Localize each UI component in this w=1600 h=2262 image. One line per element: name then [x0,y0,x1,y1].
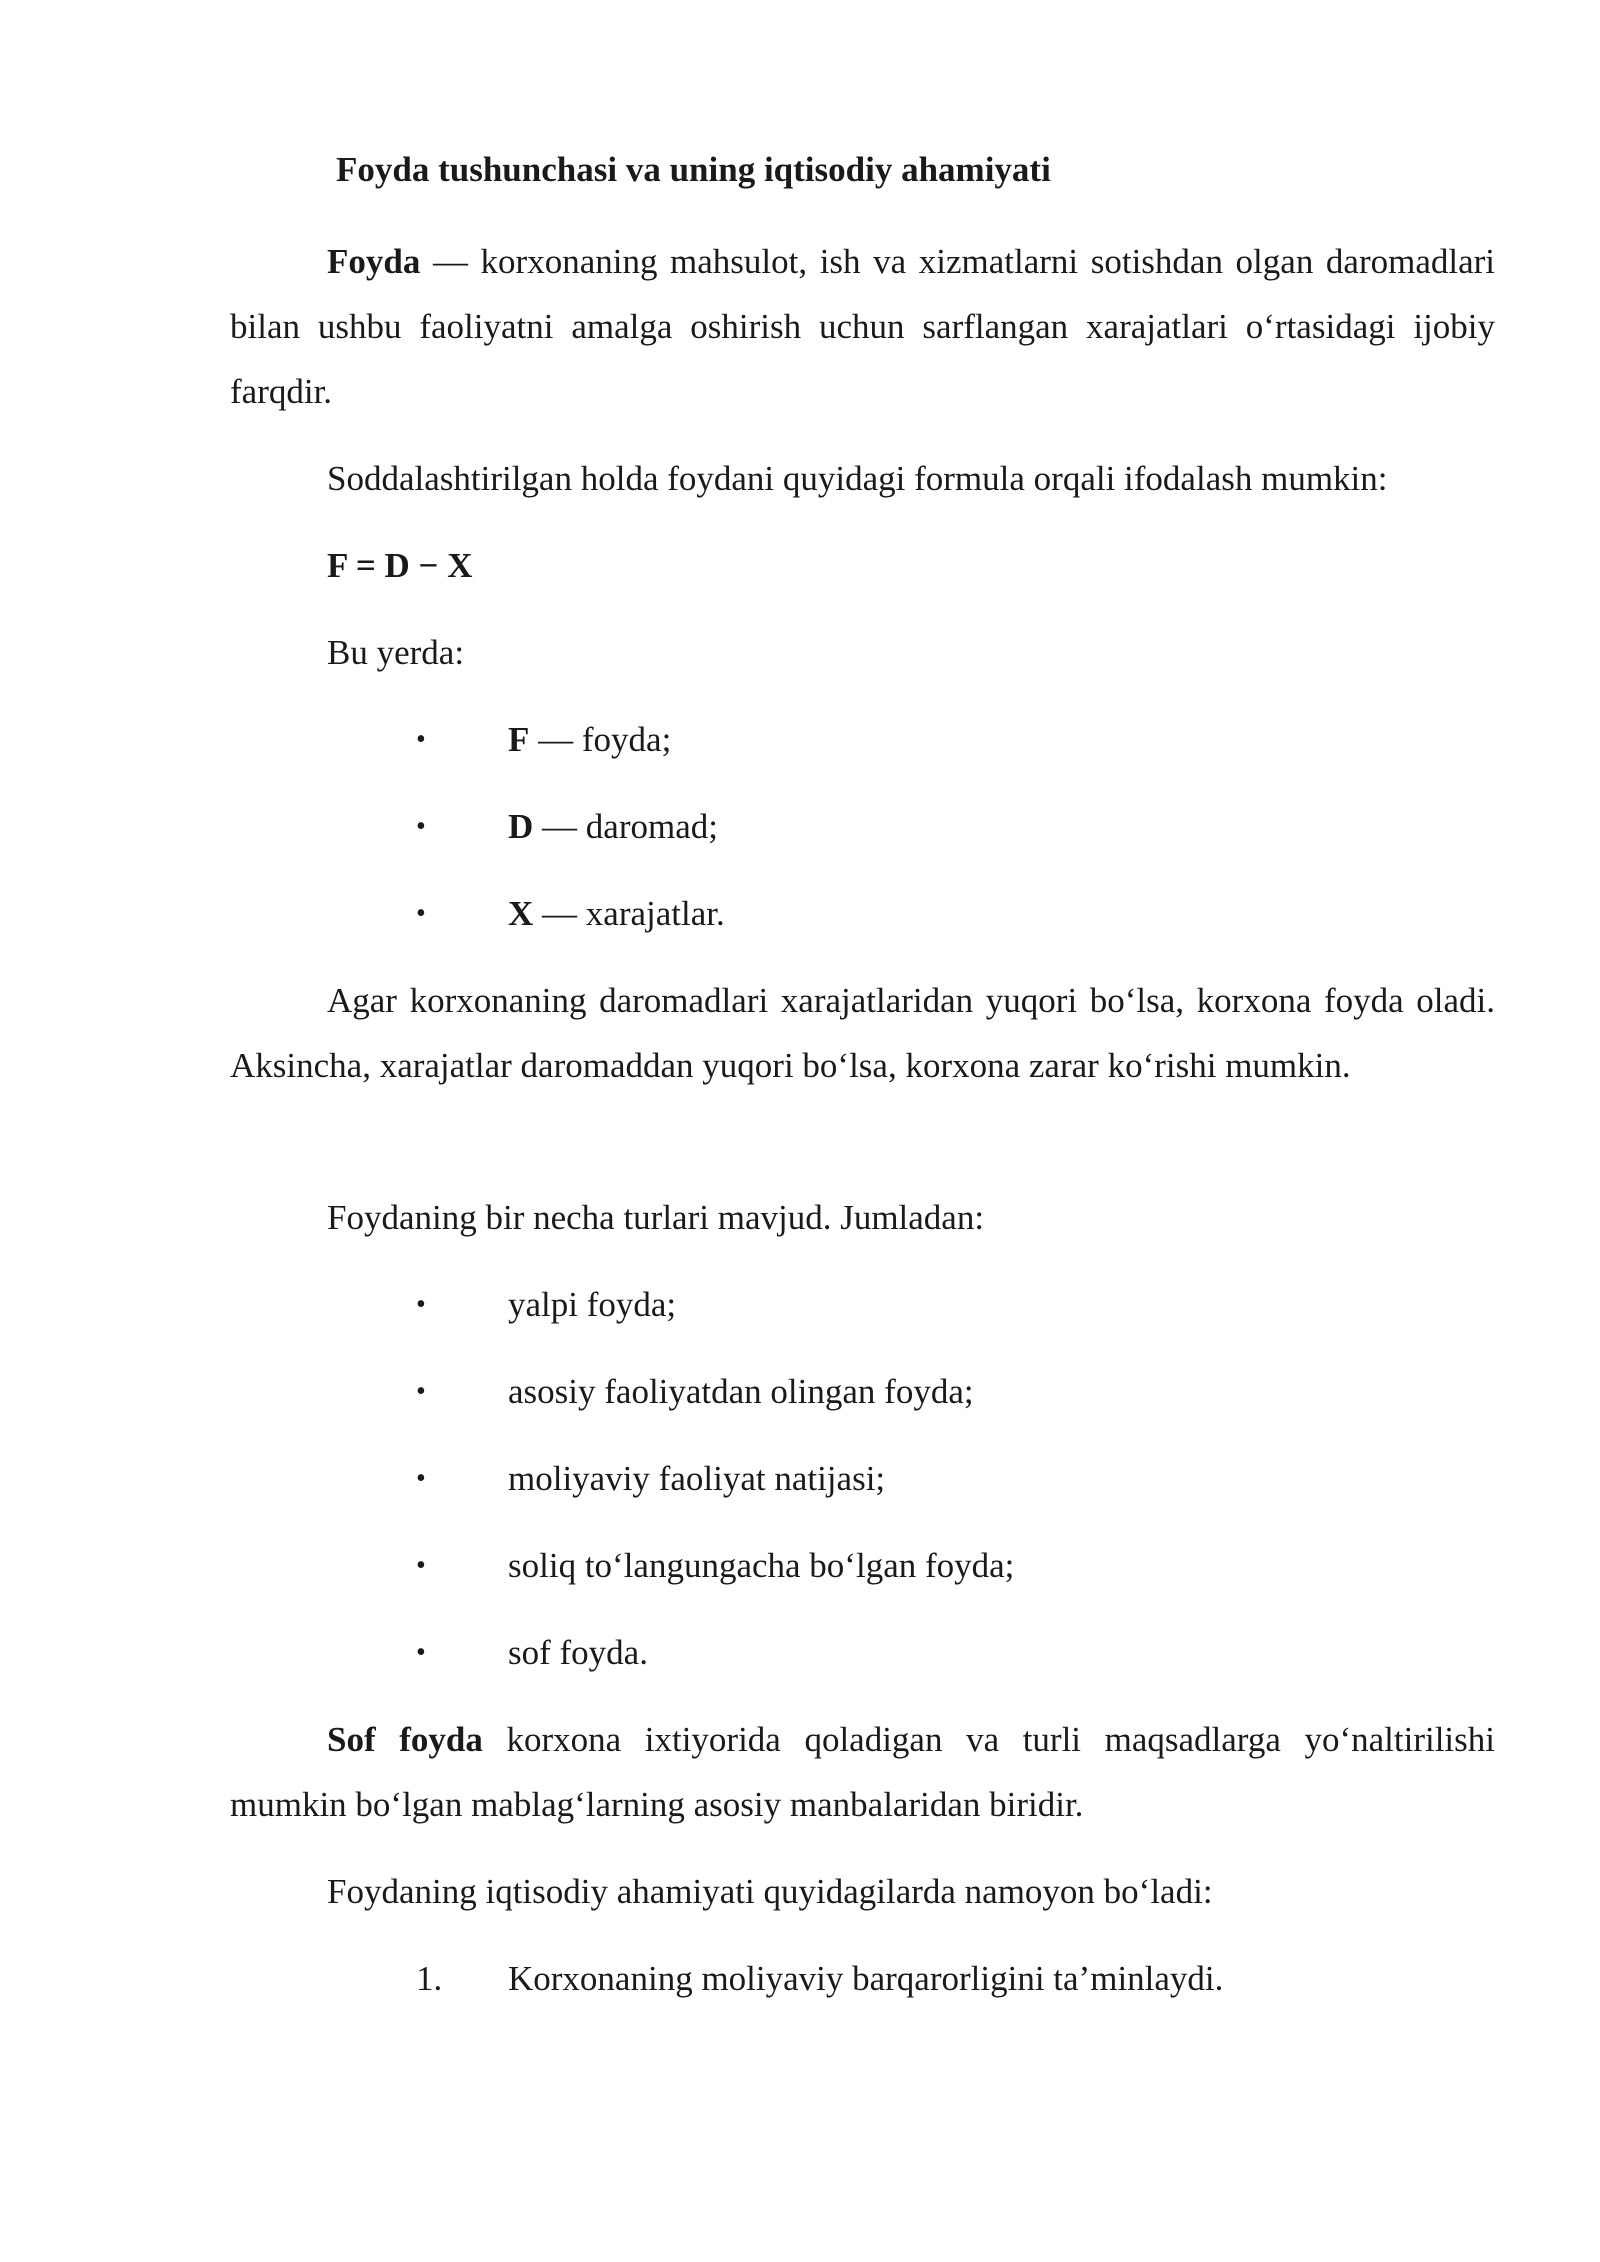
symbol-x: X [508,894,534,933]
paragraph-significance-intro: Foydaning iqtisodiy ahamiyati quyidagilarda namoyon bo‘ladi: [327,1872,1213,1911]
type-text: moliyaviy faoliyat natijasi; [508,1459,886,1498]
type-text: sof foyda. [508,1633,648,1672]
list-item-definition-d [416,794,718,859]
symbol-f: F [508,720,530,759]
bullet-icon: • [416,1289,426,1320]
term-sof-foyda: Sof foyda [327,1720,483,1759]
paragraph-profit-loss: Agar korxonaning daromadlari xarajatlaridan yuqori bo‘lsa, korxona foyda oladi. Aksincha, xarajatlar daromaddan yuqori bo‘lsa, korxona zarar ko‘rishi mumkin. [230,981,1495,1085]
list-item-definition-x [416,881,725,946]
bullet-icon: • [416,811,426,842]
list-item-type [416,1446,885,1511]
bullet-icon: • [416,1637,426,1668]
list-item-type [416,1620,648,1685]
bullet-icon: • [416,1550,426,1581]
document-title: Foyda tushunchasi va uning iqtisodiy ahamiyati [336,150,1051,189]
definition-text: — daromad; [533,807,718,846]
bullet-icon: • [416,898,426,929]
paragraph-bu-yerda: Bu yerda: [327,633,465,672]
paragraph-sof-foyda [230,1707,1495,1837]
type-text: yalpi foyda; [508,1285,677,1324]
bullet-icon: • [416,1463,426,1494]
paragraph-formula-intro: Soddalashtirilgan holda foydani quyidagi formula orqali ifodalash mumkin: [327,459,1388,498]
paragraph-text: — korxonaning mahsulot, ish va xizmatlarni sotishdan olgan daromadlari bilan ushbu faoliyatni amalga oshirish uchun sarflangan xarajatlari o‘rtasidagi ijobiy farqdir. [230,242,1495,411]
item-number: 1. [416,1959,443,1998]
list-item-definition-f [416,707,671,772]
definition-text: — foyda; [529,720,672,759]
bullet-icon: • [416,724,426,755]
list-item-type [416,1533,1014,1598]
definition-text: — xarajatlar. [533,894,725,933]
paragraph-text: korxona ixtiyorida qoladigan va turli maqsadlarga yo‘naltirilishi mumkin bo‘lgan mablag‘larning asosiy manbalaridan biridir. [230,1720,1496,1824]
paragraph-types-intro: Foydaning bir necha turlari mavjud. Jumladan: [327,1198,985,1237]
type-text: soliq to‘langungacha bo‘lgan foyda; [508,1546,1015,1585]
bullet-icon: • [416,1376,426,1407]
list-item-type [416,1272,676,1337]
formula: F = D − X [327,546,473,585]
type-text: asosiy faoliyatdan olingan foyda; [508,1372,974,1411]
paragraph-foyda-definition [230,229,1495,424]
numbered-item-text: Korxonaning moliyaviy barqarorligini ta’minlaydi. [508,1959,1224,1998]
list-item-type [416,1359,974,1424]
numbered-item [416,1946,1223,2011]
symbol-d: D [508,807,534,846]
term-foyda: Foyda [327,242,421,281]
